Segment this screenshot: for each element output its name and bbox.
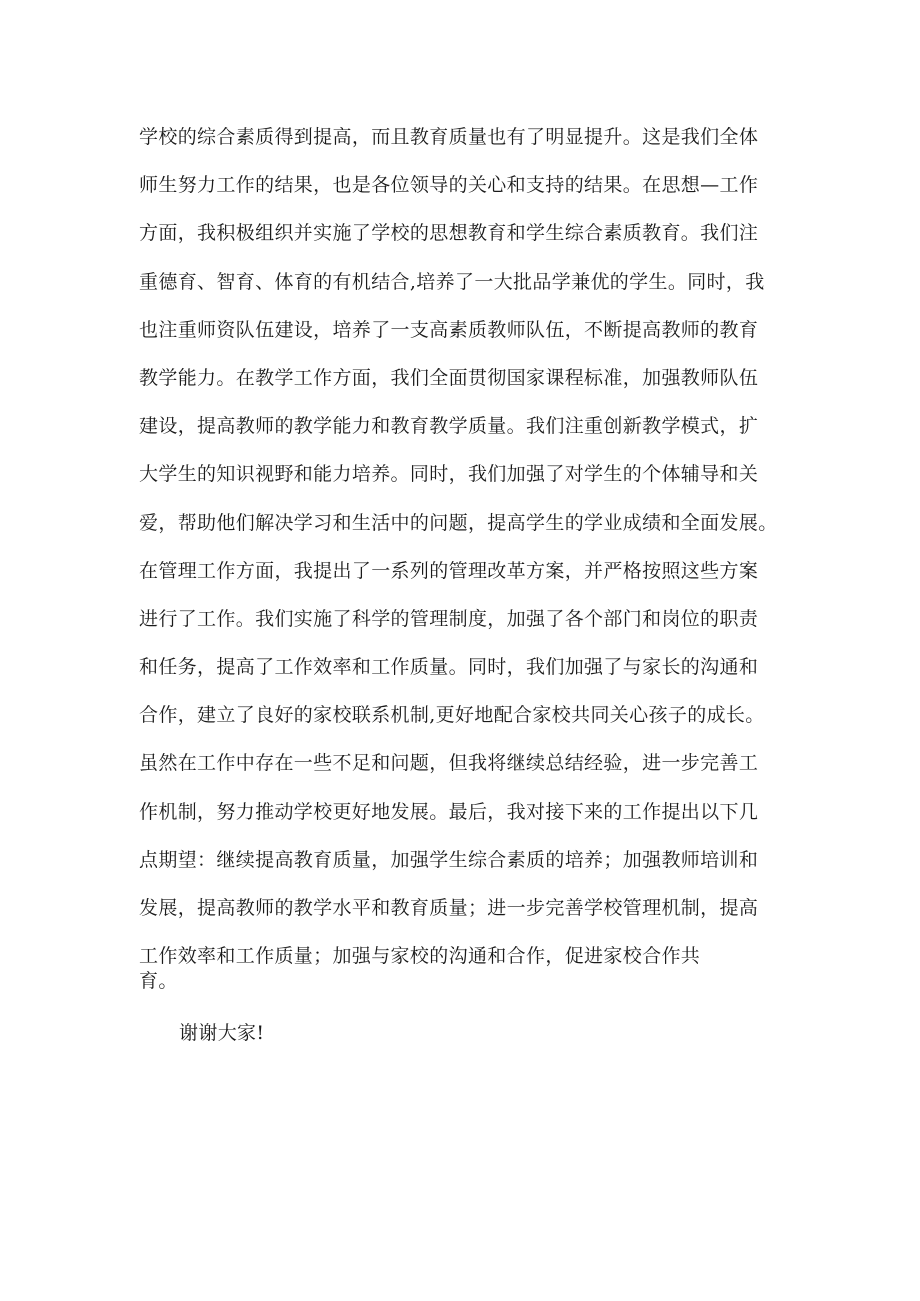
text-line: 教学能力。在教学工作方面，我们全面贯彻国家课程标准，加强教师队伍 (139, 366, 759, 389)
text-line: 在管理工作方面，我提出了一系列的管理改革方案，并严格按照这些方案 (139, 559, 759, 582)
text-line: 工作效率和工作质量；加强与家校的沟通和合作，促进家校合作共 (139, 945, 701, 968)
text-line: 发展，提高教师的教学水平和教育质量；进一步完善学校管理机制，提高 (139, 897, 759, 919)
text-line: 师生努力工作的结果，也是各位领导的关心和支持的结果。在思想—工作 (139, 174, 759, 197)
text-line: 育。 (139, 970, 178, 993)
text-line: 大学生的知识视野和能力培养。同时，我们加强了对学生的个体辅导和关 (139, 463, 759, 486)
text-line: 重德育、智育、体育的有机结合,培养了一大批品学兼优的学生。同时，我 (139, 270, 765, 293)
text-line: 作机制，努力推动学校更好地发展。最后，我对接下来的工作提出以下几 (139, 800, 759, 823)
text-line: 方面，我积极组织并实施了学校的思想教育和学生综合素质教育。我们注 (139, 222, 759, 245)
text-line: 建设，提高教师的教学能力和教育教学质量。我们注重创新教学模式，扩 (139, 415, 759, 438)
text-line: 学校的综合素质得到提高，而且教育质量也有了明显提升。这是我们全体 (139, 126, 759, 148)
text-line: 进行了工作。我们实施了科学的管理制度，加强了各个部门和岗位的职责 (139, 607, 759, 630)
text-line: 和任务，提高了工作效率和工作质量。同时，我们加强了与家长的沟通和 (139, 656, 759, 679)
text-line: 点期望：继续提高教育质量，加强学生综合素质的培养；加强教师培训和 (139, 848, 759, 871)
body-paragraph (139, 113, 799, 996)
text-line: 虽然在工作中存在一些不足和问题，但我将继续总结经验，进一步完善工 (139, 752, 759, 775)
text-line: 爱，帮助他们解决学习和生活中的问题，提高学生的学业成绩和全面发展。 (139, 511, 778, 534)
closing-remark: 谢谢大家! (179, 1022, 265, 1044)
text-line: 合作，建立了良好的家校联系机制,更好地配合家校共同关心孩子的成长。 (139, 704, 765, 727)
text-line: 也注重师资队伍建设，培养了一支高素质教师队伍，不断提高教师的教育 (139, 318, 759, 341)
